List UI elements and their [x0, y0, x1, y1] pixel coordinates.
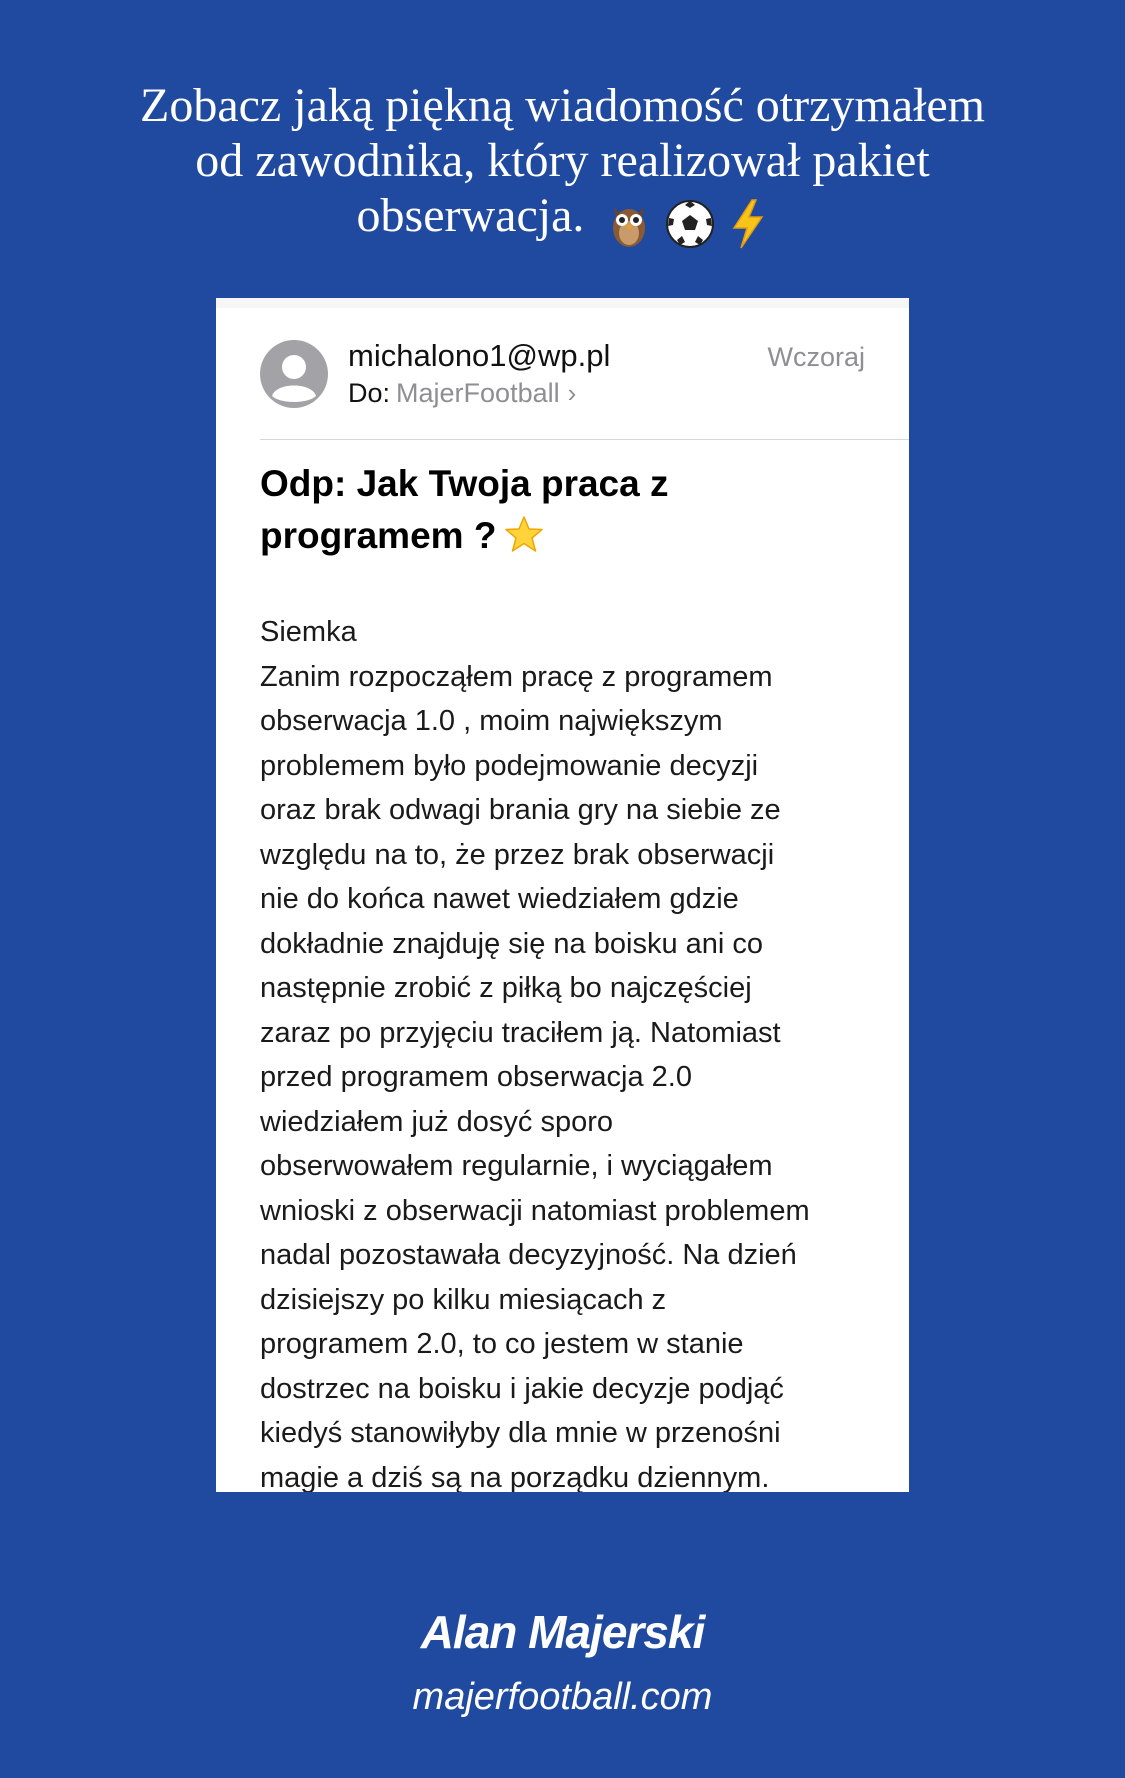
recipient-name[interactable]: MajerFootball — [396, 378, 560, 408]
star-icon — [504, 514, 544, 554]
body-line: obserwowałem regularnie, i wyciągałem — [260, 1150, 773, 1182]
body-line: kiedyś stanowiłyby dla mnie w przenośni — [260, 1417, 781, 1449]
website-link[interactable]: majerfootball.com — [412, 1676, 713, 1718]
subject-line-1: Odp: Jak Twoja praca z — [260, 463, 669, 504]
email-date: Wczoraj — [767, 342, 865, 372]
soccer-ball-icon — [664, 198, 716, 250]
caption-line-3-text: obserwacja. — [356, 189, 585, 242]
body-line: nadal pozostawała decyzyjność. Na dzień — [260, 1239, 797, 1271]
body-line: Siemka — [260, 616, 357, 648]
story-caption — [0, 78, 1125, 248]
caption-line-1: Zobacz jaką piękną wiadomość otrzymałem — [140, 79, 985, 132]
body-line: wnioski z obserwacji natomiast problemem — [260, 1194, 810, 1227]
author-name: Alan Majerski — [420, 1606, 705, 1658]
body-line: magie a dziś są na porządku dziennym. — [260, 1461, 770, 1492]
caption-emojis — [606, 192, 768, 248]
email-top-strip — [216, 298, 909, 308]
body-line: Zanim rozpocząłem pracę z programem — [260, 660, 773, 693]
to-label: Do: — [348, 378, 391, 408]
body-line: dostrzec na boisku i jakie decyzje podjąć — [260, 1372, 784, 1405]
avatar-icon — [260, 340, 328, 408]
owl-icon — [606, 199, 652, 249]
body-line: następnie zrobić z piłką bo najczęściej — [260, 972, 752, 1004]
body-line: przed programem obserwacja 2.0 — [260, 1061, 692, 1093]
body-line: dzisiejszy po kilku miesiącach z — [260, 1283, 667, 1316]
body-line: względu na to, że przez brak obserwacji — [260, 838, 775, 871]
body-line: programem 2.0, to co jestem w stanie — [260, 1328, 744, 1360]
body-line: nie do końca nawet wiedziałem gdzie — [260, 883, 739, 915]
body-line: oraz brak odwagi brania gry na siebie ze — [260, 794, 781, 826]
header-divider — [260, 439, 909, 440]
body-line: problemem było podejmowanie decyzji — [260, 749, 759, 782]
body-line: zaraz po przyjęciu traciłem ją. Natomiast — [260, 1016, 781, 1049]
lightning-icon — [728, 198, 768, 250]
email-body — [260, 610, 880, 1492]
body-line: obserwacja 1.0 , moim największym — [260, 705, 723, 737]
caption-line-3 — [0, 188, 1125, 248]
email-screenshot — [216, 298, 909, 1492]
subject-line-2: programem ? — [260, 515, 497, 556]
recipient-line — [348, 378, 576, 409]
caption-line-2: od zawodnika, który realizował pakiet — [195, 134, 930, 187]
sender-address: michalono1@wp.pl — [348, 338, 611, 373]
body-line: wiedziałem już dosyć sporo — [260, 1105, 613, 1138]
chevron-right-icon[interactable]: › — [567, 378, 577, 408]
email-subject — [260, 458, 870, 562]
body-line: dokładnie znajduję się na boisku ani co — [260, 927, 764, 960]
